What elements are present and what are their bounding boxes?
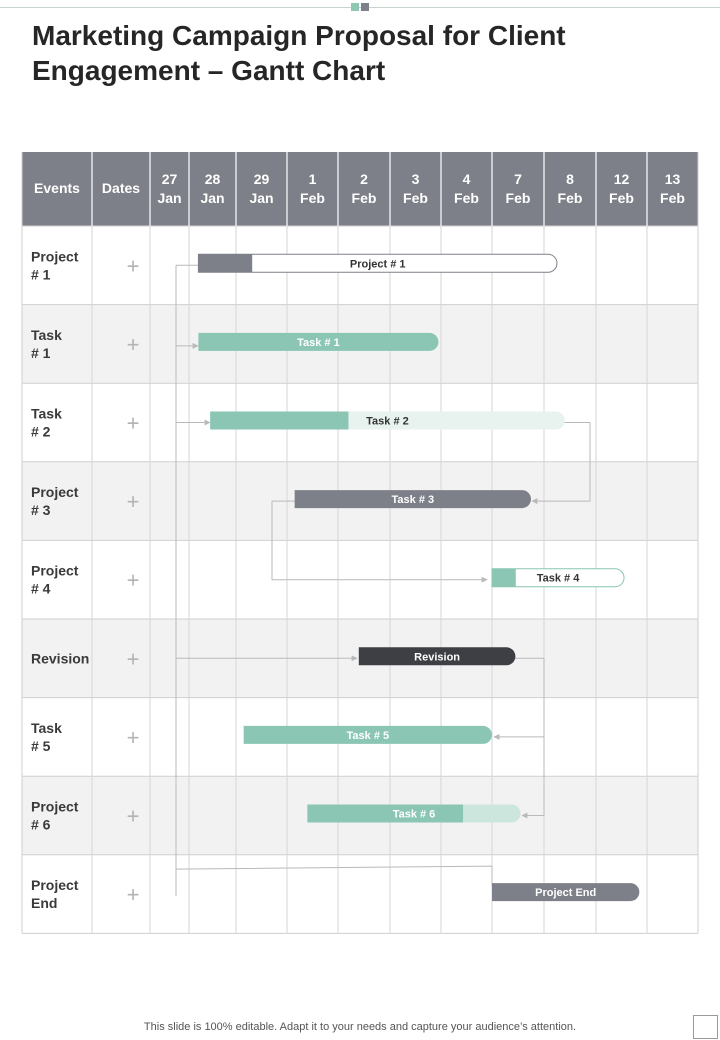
- date-day-label: 2: [360, 171, 368, 187]
- event-label: Project: [31, 484, 79, 501]
- event-label: Revision: [31, 650, 90, 667]
- date-day-label: 12: [613, 171, 630, 187]
- bar-label: Task # 1: [297, 336, 340, 349]
- event-label: # 5: [31, 737, 51, 754]
- plus-icon: +: [126, 646, 140, 672]
- plus-icon: +: [126, 803, 140, 829]
- event-label: Task: [31, 405, 62, 422]
- date-day-label: 27: [161, 171, 178, 187]
- plus-icon: +: [126, 410, 140, 436]
- plus-icon: +: [126, 253, 140, 279]
- date-month-label: Feb: [300, 190, 325, 206]
- bar-label: Task # 2: [366, 415, 409, 428]
- header-dates: Dates: [101, 180, 141, 196]
- event-label: Task: [31, 326, 62, 343]
- bar-label: Revision: [414, 651, 461, 664]
- date-month-label: Feb: [660, 190, 685, 206]
- bar-label: Task # 4: [536, 572, 580, 585]
- event-label: # 4: [31, 580, 51, 597]
- date-day-label: 13: [664, 171, 681, 187]
- plus-icon: +: [126, 489, 140, 515]
- plus-icon: +: [126, 567, 140, 593]
- date-day-label: 4: [462, 171, 471, 187]
- date-month-label: Feb: [505, 190, 531, 206]
- date-month-label: Jan: [249, 190, 274, 206]
- event-label: End: [31, 895, 58, 912]
- bar-progress: [198, 254, 252, 272]
- event-label: Project: [31, 877, 79, 894]
- date-day-label: 3: [411, 171, 420, 187]
- date-day-label: 1: [308, 171, 317, 187]
- bar-progress: [307, 805, 463, 823]
- corner-box: [693, 1015, 718, 1039]
- bar-label: Project End: [535, 887, 597, 900]
- event-label: Task: [31, 719, 62, 736]
- event-label: # 3: [31, 502, 51, 519]
- bar-progress: [210, 412, 348, 430]
- date-month-label: Feb: [351, 190, 377, 206]
- date-month-label: Jan: [157, 190, 182, 206]
- bar-label: Task # 5: [346, 729, 390, 742]
- page-title: Marketing Campaign Proposal for Client Engagement – Gantt Chart: [32, 20, 566, 86]
- date-day-label: 28: [204, 171, 221, 187]
- bar-label: Task # 3: [391, 494, 435, 507]
- date-month-label: Feb: [454, 190, 479, 206]
- date-month-label: Jan: [200, 190, 225, 206]
- bar-progress: [492, 569, 516, 587]
- date-day-label: 7: [514, 171, 522, 187]
- plus-icon: +: [126, 882, 140, 908]
- event-label: # 1: [31, 344, 51, 361]
- date-month-label: Feb: [403, 190, 428, 206]
- event-label: Project: [31, 798, 79, 815]
- bar-label: Project # 1: [349, 258, 406, 271]
- date-month-label: Feb: [609, 190, 634, 206]
- event-label: # 1: [31, 266, 51, 283]
- footer-note: This slide is 100% editable. Adapt it to your needs and capture your audience’s attention.: [143, 1021, 577, 1033]
- event-label: Project: [31, 248, 79, 265]
- event-label: # 6: [31, 816, 51, 833]
- bar-label: Task # 6: [392, 808, 436, 821]
- date-day-label: 8: [566, 171, 574, 187]
- date-month-label: Feb: [557, 190, 583, 206]
- event-label: # 2: [31, 423, 51, 440]
- plus-icon: +: [126, 331, 140, 357]
- plus-icon: +: [126, 724, 140, 750]
- event-label: Project: [31, 562, 79, 579]
- header-events: Events: [34, 180, 80, 196]
- date-day-label: 29: [253, 171, 270, 187]
